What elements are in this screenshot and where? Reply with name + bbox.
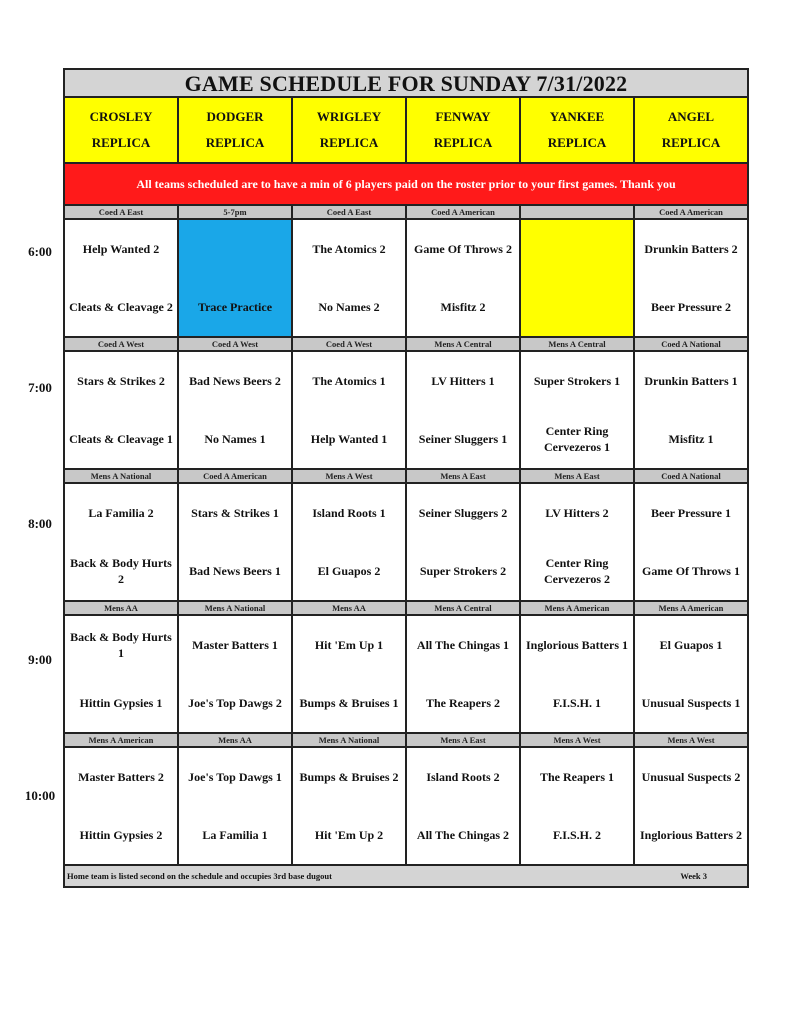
division-label: Mens A Central xyxy=(521,338,635,352)
home-team: Misfitz 2 xyxy=(440,300,486,314)
home-team: Bumps & Bruises 1 xyxy=(299,696,399,710)
home-team: Joe's Top Dawgs 2 xyxy=(188,696,282,710)
away-team: Unusual Suspects 2 xyxy=(641,770,741,784)
division-label: Mens AA xyxy=(65,602,179,616)
home-team: Cleats & Cleavage 2 xyxy=(69,300,173,314)
away-team: Master Batters 2 xyxy=(78,770,164,784)
division-row xyxy=(65,338,747,352)
time-slot-label: 9:00 xyxy=(28,652,52,667)
away-team: Stars & Strikes 2 xyxy=(77,374,165,388)
home-team: Hit 'Em Up 2 xyxy=(314,828,384,842)
game-cell xyxy=(521,352,635,470)
page-title: GAME SCHEDULE FOR SUNDAY 7/31/2022 xyxy=(65,70,747,98)
home-team: Hittin Gypsies 2 xyxy=(79,828,163,842)
division-label: Mens A American xyxy=(635,602,747,616)
game-cell xyxy=(293,220,407,338)
home-team: Hittin Gypsies 1 xyxy=(79,696,163,710)
time-slot-label: 10:00 xyxy=(24,788,56,803)
home-team xyxy=(521,278,633,336)
away-team: Hit 'Em Up 1 xyxy=(314,638,384,652)
away-team: Master Batters 1 xyxy=(192,638,278,652)
division-label: Coed A American xyxy=(635,206,747,220)
week-label: Week 3 xyxy=(680,871,707,881)
home-team: Back & Body Hurts 2 xyxy=(70,556,172,586)
away-team: Bad News Beers 2 xyxy=(189,374,281,388)
division-label: Coed A American xyxy=(179,470,293,484)
game-cell xyxy=(407,616,521,734)
away-team: Drunkin Batters 2 xyxy=(644,242,738,256)
away-team: El Guapos 1 xyxy=(659,638,723,652)
game-cell xyxy=(179,616,293,734)
division-label: 5-7pm xyxy=(179,206,293,220)
game-row xyxy=(65,484,747,602)
away-team: Back & Body Hurts 1 xyxy=(70,630,172,660)
division-label: Coed A East xyxy=(65,206,179,220)
division-label: Coed A National xyxy=(635,338,747,352)
away-team: Island Roots 1 xyxy=(312,506,386,520)
home-team: No Names 2 xyxy=(318,300,380,314)
game-cell xyxy=(635,616,747,734)
away-team: Super Strokers 1 xyxy=(533,374,621,388)
division-label: Coed A American xyxy=(407,206,521,220)
division-label: Coed A National xyxy=(635,470,747,484)
home-team: Bad News Beers 1 xyxy=(189,564,281,578)
home-team: Help Wanted 1 xyxy=(310,432,388,446)
division-label: Coed A West xyxy=(179,338,293,352)
division-label: Mens A National xyxy=(65,470,179,484)
home-team: All The Chingas 2 xyxy=(416,828,510,842)
away-team xyxy=(521,220,633,278)
open-slot-cell xyxy=(521,220,635,338)
home-team: Cleats & Cleavage 1 xyxy=(69,432,173,446)
game-row xyxy=(65,220,747,338)
home-team: Trace Practice xyxy=(197,300,273,314)
home-team: Game Of Throws 1 xyxy=(642,564,740,578)
division-label: Mens AA xyxy=(293,602,407,616)
game-cell xyxy=(293,484,407,602)
away-team: Game Of Throws 2 xyxy=(414,242,512,256)
division-label: Mens A National xyxy=(293,734,407,748)
away-team: Stars & Strikes 1 xyxy=(191,506,279,520)
home-team: No Names 1 xyxy=(204,432,266,446)
game-cell xyxy=(65,352,179,470)
away-team: La Familia 2 xyxy=(88,506,154,520)
division-label: Mens A West xyxy=(521,734,635,748)
home-team: La Familia 1 xyxy=(202,828,268,842)
division-row xyxy=(65,470,747,484)
division-label: Mens A Central xyxy=(407,338,521,352)
field-header-fenway: FENWAY REPLICA xyxy=(407,98,521,164)
division-label: Mens A American xyxy=(65,734,179,748)
away-team: All The Chingas 1 xyxy=(416,638,510,652)
field-header-yankee: YANKEE REPLICA xyxy=(521,98,635,164)
game-cell xyxy=(407,484,521,602)
game-cell xyxy=(521,484,635,602)
game-cell xyxy=(179,748,293,866)
game-cell xyxy=(635,748,747,866)
schedule-table xyxy=(63,68,749,888)
away-team: The Reapers 1 xyxy=(540,770,614,784)
away-team xyxy=(179,220,291,278)
field-header-crosley: CROSLEY REPLICA xyxy=(65,98,179,164)
division-label: Coed A West xyxy=(293,338,407,352)
practice-cell xyxy=(179,220,293,338)
home-team: Inglorious Batters 2 xyxy=(640,828,742,842)
away-team: Island Roots 2 xyxy=(426,770,500,784)
field-header-wrigley: WRIGLEY REPLICA xyxy=(293,98,407,164)
game-cell xyxy=(521,748,635,866)
away-team: Bumps & Bruises 2 xyxy=(299,770,399,784)
away-team: The Atomics 2 xyxy=(312,242,386,256)
game-cell xyxy=(293,748,407,866)
division-label: Mens AA xyxy=(179,734,293,748)
division-label: Coed A East xyxy=(293,206,407,220)
home-team: El Guapos 2 xyxy=(317,564,381,578)
game-row xyxy=(65,616,747,734)
home-team: F.I.S.H. 2 xyxy=(553,828,601,842)
game-cell xyxy=(407,352,521,470)
division-row xyxy=(65,734,747,748)
home-team-note: Home team is listed second on the schedule and occupies 3rd base dugout xyxy=(67,871,332,881)
home-team: The Reapers 2 xyxy=(426,696,500,710)
division-label: Mens A American xyxy=(521,602,635,616)
game-cell xyxy=(635,484,747,602)
field-header-row xyxy=(65,98,747,164)
home-team: Center Ring Cervezeros 2 xyxy=(543,556,611,586)
field-header-angel: ANGEL REPLICA xyxy=(635,98,747,164)
division-label: Mens A East xyxy=(407,470,521,484)
time-slot-label: 7:00 xyxy=(28,380,52,395)
home-team: Super Strokers 2 xyxy=(419,564,507,578)
game-cell xyxy=(407,220,521,338)
home-team: F.I.S.H. 1 xyxy=(553,696,601,710)
game-row xyxy=(65,748,747,866)
game-row xyxy=(65,352,747,470)
away-team: The Atomics 1 xyxy=(312,374,386,388)
away-team: Help Wanted 2 xyxy=(82,242,160,256)
away-team: LV Hitters 1 xyxy=(431,374,495,388)
game-cell xyxy=(65,616,179,734)
game-cell xyxy=(521,616,635,734)
away-team: Drunkin Batters 1 xyxy=(644,374,738,388)
away-team: Joe's Top Dawgs 1 xyxy=(188,770,282,784)
home-team: Seiner Sluggers 1 xyxy=(418,432,508,446)
game-cell xyxy=(293,616,407,734)
division-label: Mens A Central xyxy=(407,602,521,616)
division-label: Mens A East xyxy=(521,470,635,484)
game-cell xyxy=(635,352,747,470)
division-label: Mens A West xyxy=(635,734,747,748)
game-cell xyxy=(65,484,179,602)
schedule-footer xyxy=(65,866,747,886)
time-slot-label: 8:00 xyxy=(28,516,52,531)
division-label: Mens A National xyxy=(179,602,293,616)
division-row xyxy=(65,206,747,220)
division-label: Mens A East xyxy=(407,734,521,748)
time-slot-label: 6:00 xyxy=(28,244,52,259)
game-cell xyxy=(407,748,521,866)
away-team: Beer Pressure 1 xyxy=(651,506,731,520)
away-team: Seiner Sluggers 2 xyxy=(418,506,508,520)
game-cell xyxy=(293,352,407,470)
game-cell xyxy=(179,352,293,470)
field-header-dodger: DODGER REPLICA xyxy=(179,98,293,164)
division-label: Coed A West xyxy=(65,338,179,352)
away-team: Inglorious Batters 1 xyxy=(526,638,628,652)
division-label: Mens A West xyxy=(293,470,407,484)
home-team: Center Ring Cervezeros 1 xyxy=(543,424,611,454)
game-cell xyxy=(65,220,179,338)
division-row xyxy=(65,602,747,616)
division-label xyxy=(521,206,635,220)
home-team: Unusual Suspects 1 xyxy=(641,696,741,710)
roster-notice-banner: All teams scheduled are to have a min of 6 players paid on the roster prior to your first games. Thank you xyxy=(65,164,747,206)
away-team: LV Hitters 2 xyxy=(545,506,609,520)
game-cell xyxy=(635,220,747,338)
home-team: Misfitz 1 xyxy=(668,432,714,446)
game-cell xyxy=(65,748,179,866)
home-team: Beer Pressure 2 xyxy=(651,300,731,314)
game-cell xyxy=(179,484,293,602)
